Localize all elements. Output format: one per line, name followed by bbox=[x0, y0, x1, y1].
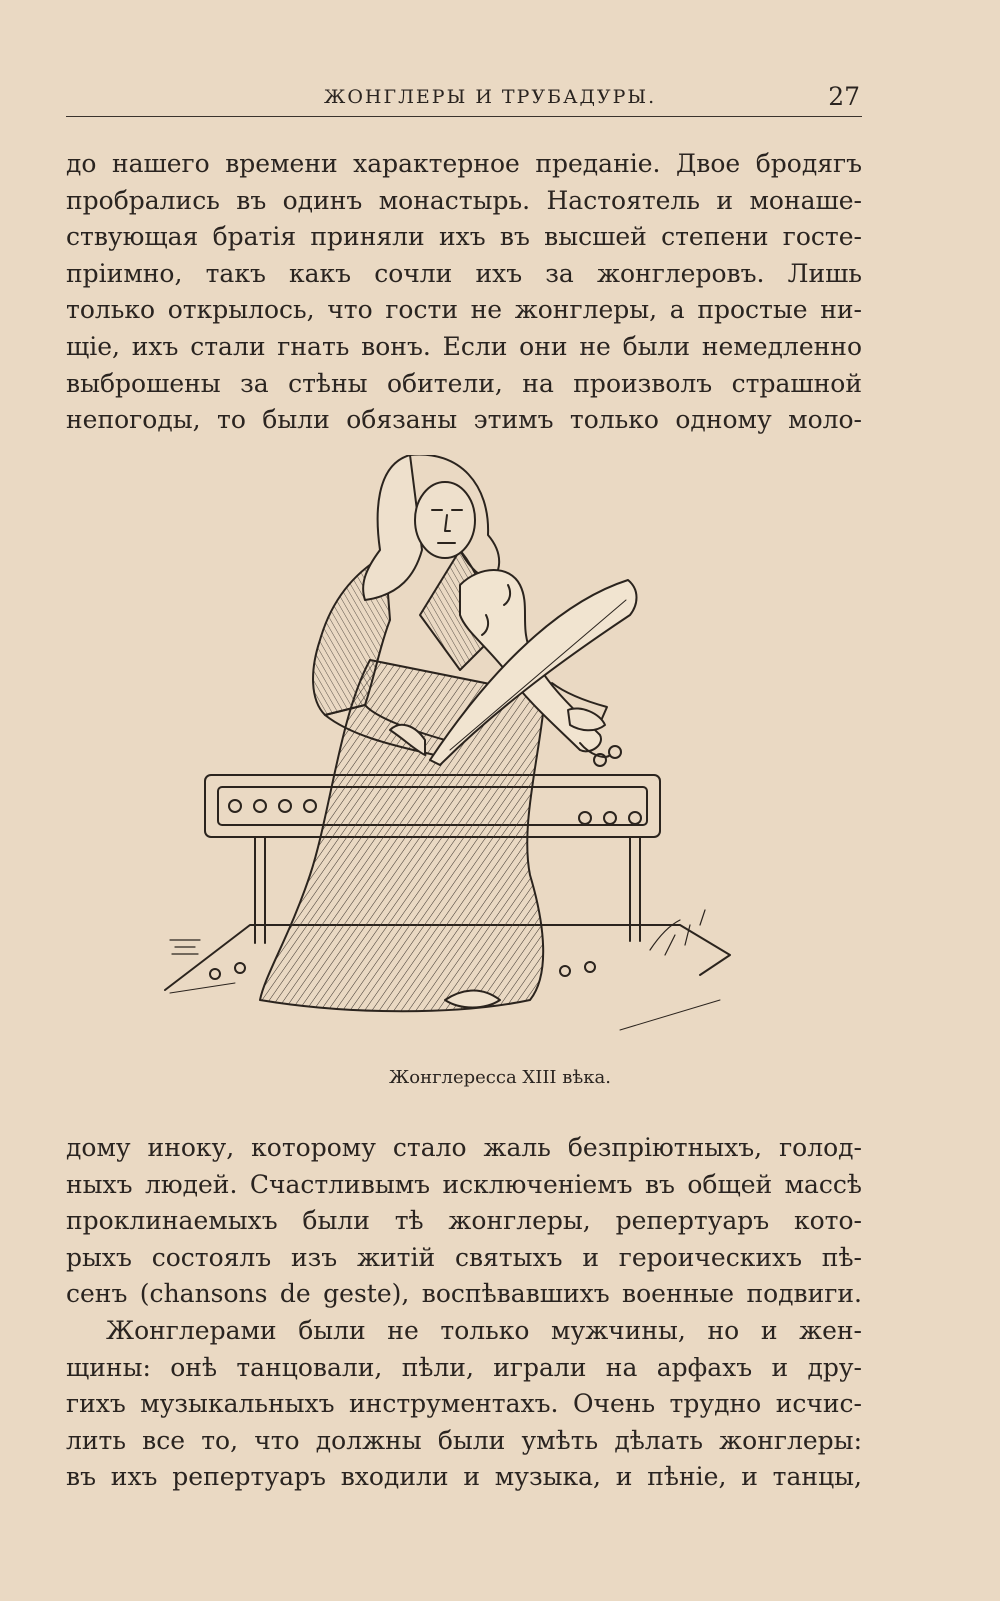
jongleuse-engraving bbox=[160, 455, 760, 1055]
text-line: ныхъ людей. Счастливымъ исключеніемъ въ общей массѣ bbox=[66, 1169, 862, 1199]
illustration bbox=[160, 455, 760, 1055]
text-line: щіе, ихъ стали гнать вонъ. Если они не были немедленно bbox=[66, 331, 862, 361]
text-line: пробрались въ одинъ монастырь. Настоятель и монаше- bbox=[66, 185, 862, 215]
text-line: щины: онѣ танцовали, пѣли, играли на арфахъ и дру- bbox=[66, 1352, 862, 1382]
text-line: въ ихъ репертуаръ входили и музыка, и пѣніе, и танцы, bbox=[66, 1462, 862, 1492]
text-line: Жонглерами были не только мужчины, но и жен- bbox=[106, 1315, 862, 1345]
running-header bbox=[66, 80, 862, 117]
figure-caption: Жонглересса XIII вѣка. bbox=[389, 1067, 611, 1088]
text-line: гихъ музыкальныхъ инструментахъ. Очень трудно исчис- bbox=[66, 1389, 862, 1419]
text-line: рыхъ состоялъ изъ житій святыхъ и героическихъ пѣ- bbox=[66, 1242, 862, 1272]
running-title: ЖОНГЛЕРЫ И ТРУБАДУРЫ. bbox=[324, 86, 657, 108]
text-line: непогоды, то были обязаны этимъ только одному моло- bbox=[66, 405, 862, 435]
text-line: лить все то, что должны были умѣть дѣлать жонглеры: bbox=[66, 1425, 862, 1455]
text-line: дому иноку, которому стало жаль безпріютныхъ, голод- bbox=[66, 1133, 862, 1162]
page-number: 27 bbox=[828, 82, 860, 111]
paragraph-after-figure bbox=[66, 1130, 862, 1496]
text-line: сенъ (chansons de geste), воспѣвавшихъ военные подвиги. bbox=[66, 1279, 862, 1309]
paragraph-before-figure bbox=[66, 146, 862, 439]
text-line: проклинаемыхъ были тѣ жонглеры, репертуаръ кото- bbox=[66, 1206, 862, 1236]
text-line: только открылось, что гости не жонглеры, а простые ни- bbox=[66, 295, 862, 325]
text-line: до нашего времени характерное преданіе. Двое бродягъ bbox=[66, 149, 862, 178]
text-line: пріимно, такъ какъ сочли ихъ за жонглеровъ. Лишь bbox=[66, 258, 862, 288]
text-line: ствующая братія приняли ихъ въ высшей степени госте- bbox=[66, 222, 862, 252]
text-line: выброшены за стѣны обители, на произволъ страшной bbox=[66, 368, 862, 398]
